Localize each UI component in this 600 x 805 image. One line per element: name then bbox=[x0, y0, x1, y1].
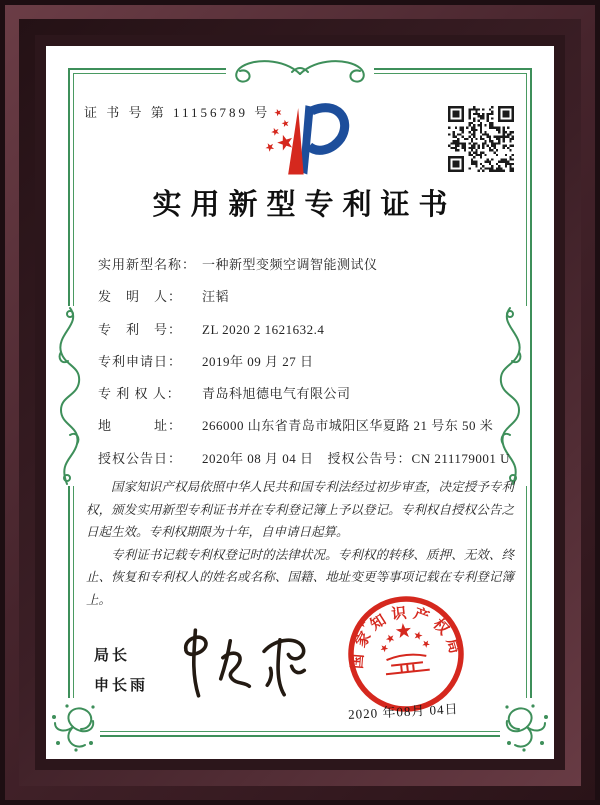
director-title: 局长 bbox=[94, 647, 131, 664]
floral-corner-icon bbox=[46, 698, 100, 756]
field-label: 授权公告号： bbox=[327, 450, 412, 466]
frame-edge bbox=[35, 35, 565, 770]
field-row bbox=[98, 415, 510, 447]
field-value: 汪韬 bbox=[202, 289, 230, 305]
certificate-title: 实用新型专利证书 bbox=[152, 189, 457, 221]
field-row bbox=[98, 254, 510, 286]
field-label: 授权公告日： bbox=[98, 450, 183, 466]
field-row bbox=[98, 319, 510, 351]
field-label: 专 利 权 人： bbox=[98, 386, 181, 402]
seal-date: 2020 年08月 04日 bbox=[347, 701, 459, 722]
director-name: 申长雨 bbox=[94, 677, 149, 694]
frame-bevel-inner bbox=[19, 19, 581, 786]
field-label: 发 明 人： bbox=[98, 289, 183, 305]
field-value: 2020年 08 月 04 日 bbox=[202, 450, 314, 466]
field-value: 一种新型变频空调智能测试仪 bbox=[202, 257, 378, 272]
floral-corner-icon bbox=[500, 698, 554, 756]
legal-paragraph-2: 专利证书记载专利权登记时的法律状况。专利权的转移、质押、无效、终止、恢复和专利权人的姓名或名称、国籍、地址变更等事项记载在专利登记簿上。 bbox=[86, 547, 514, 607]
field-value: CN 211179001 U bbox=[411, 450, 511, 466]
frame-bevel-outer bbox=[5, 5, 595, 800]
scroll-flourish-icon bbox=[226, 54, 374, 88]
svg-text:国家知识产权局 bbox=[342, 598, 466, 671]
director-signature-icon bbox=[174, 626, 314, 700]
field-row bbox=[98, 351, 510, 383]
legal-paragraph-1: 国家知识产权局依照中华人民共和国专利法经过初步审查，决定授予专利权，颁发实用新型专利证书并在专利登记簿上予以登记。专利权自授权公告之日起生效。专利权期限为十年，自申请日起算。 bbox=[86, 480, 514, 539]
field-value: 青岛科旭德电气有限公司 bbox=[202, 386, 351, 402]
certificate-number: 证 书 号 第 11156789 号 bbox=[84, 105, 271, 120]
scroll-flourish-icon bbox=[53, 306, 85, 486]
tiananmen-gate-icon bbox=[384, 653, 430, 675]
seal-text: 国家知识产权局 bbox=[349, 605, 464, 670]
field-label: 专利申请日： bbox=[98, 353, 183, 369]
cnipa-logo-icon bbox=[244, 98, 356, 180]
certificate-paper bbox=[46, 46, 554, 759]
qr-code bbox=[448, 106, 514, 172]
field-label: 实用新型名称： bbox=[98, 257, 197, 272]
field-value: 266000 山东省青岛市城阳区华夏路 21 号东 50 米 bbox=[202, 418, 494, 434]
field-label: 地 址： bbox=[98, 418, 183, 434]
field-value: 2019年 09 月 27 日 bbox=[202, 353, 314, 369]
field-list bbox=[98, 254, 510, 480]
field-row bbox=[98, 383, 510, 415]
field-label: 专 利 号： bbox=[98, 321, 183, 337]
field-row bbox=[98, 286, 510, 318]
field-value: ZL 2020 2 1621632.4 bbox=[202, 321, 325, 337]
